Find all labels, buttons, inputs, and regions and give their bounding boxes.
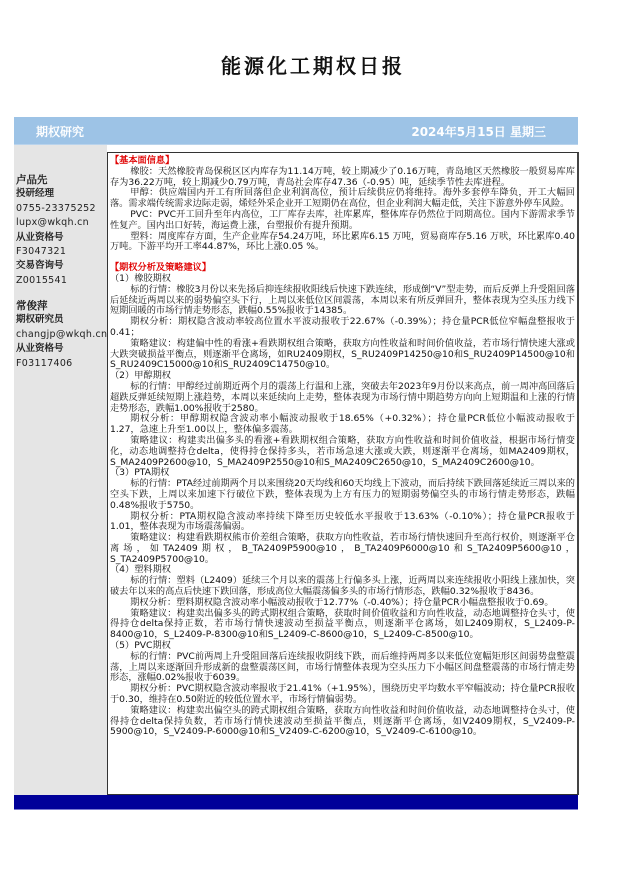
analysis-text: 期权分析：PVC期权隐含波动率报收于21.41%（+1.95%），围绕历史平均数水平窄幅波动；持仓量PCR报收于0.30，维持在0.50附近的较低位置水平，市场行情偏弱势。 [110, 683, 575, 706]
analyst-name: 卢品先 [16, 174, 48, 186]
analyst-email[interactable]: lupx@wkqh.cn [16, 217, 89, 229]
report-title: 能源化工期权日报 [221, 54, 405, 78]
analyst-title: 投研经理 [16, 188, 55, 200]
market-text: 标的行情：PVC前两周上升受阻回落后连续报收阴线下跌，而后维持两周多以来低位宽幅矩形区间弱势盘整震荡，上周以来逐渐回升形成新的盘整震荡区间，市场行情整体表现为空头压力下小幅区间盘整震荡的市场行情走势形态，涨幅0.02%报收于6039。 [110, 650, 575, 684]
license-number: F3047321 [16, 246, 67, 258]
advice-text: 策略建议：构建卖出偏多头的看涨+看跌期权组合策略，获取方向性收益和时间价值收益，根据市场行情变化，动态地调整持仓delta，使得持仓保持多头，若市场急速大涨或大跌，则逐渐平仓离场，如MA2409期权，S_MA2409P2600@10，S_MA2409P2550@10和S_MA2409C2650@10，S_MA2409C2600@10。 [110, 434, 575, 468]
fundamentals-methanol: 甲醇：供应端国内开工有所回落但企业利润高位，预计后续供应仍将维持。海外多套停车降负，开工大幅回落。需求端传统需求边际走弱，烯烃外采企业开工短期仍在高位，但企业利润大幅走低，关注下游意外停车风险。 [110, 187, 575, 210]
report-date: 2024年5月15日 星期三 [411, 125, 546, 139]
section-title-rubber: （1）橡胶期权 [110, 272, 171, 284]
analyst-phone: 0755-23375252 [16, 202, 96, 214]
analyst-sidebar [14, 145, 107, 795]
market-text: 标的行情：塑料（L2409）延续三个月以来的震荡上行偏多头上涨，近两周以来连续报收小阳线上涨加快，突破去年以来的高点后快速下跌回落，形成高位大幅震荡偏多头的市场行情形态，跌幅0.32%报收于8436。 [110, 575, 575, 598]
consult-number: Z0015541 [16, 274, 68, 286]
analysis-text: 期权分析：PTA期权隐含波动率持续下降至历史较低水平报收于13.63%（-0.10%）；持仓量PCR报收于1.01，整体表现为市场震荡偏弱。 [110, 510, 575, 533]
analysis-text: 期权分析：期权隐含波动率较高位置水平波动报收于22.67%（-0.39%）；持仓量PCR低位窄幅盘整报收于0.41； [110, 316, 575, 338]
fundamentals-pvc: PVC：PVC开工回升至年内高位，工厂库存去库，社库累库，整体库存仍然位于同期高位。国内下游需求季节性复产。国内出口好转，海运费上涨，台塑报价有提升预期。 [110, 208, 575, 231]
analysis-text: 期权分析：塑料期权隐含波动率小幅波动报收于12.77%（-0.40%）；持仓量PCR小幅盘整报收于0.69。 [130, 596, 554, 608]
analyst-card [16, 299, 107, 371]
advice-text: 策略建议：构建卖出偏多头的跨式期权组合策略，获取时间价值收益和方向性收益，动态地调整持仓头寸，使得持仓delta保持正数，若市场行情快速波动至损益平衡点，则逐渐平仓离场，如L2409期权，S_L2409-P-8400@10，S_L2409-P-8300@10和S_L2409-C-8600@10，S_L2409-C-8500@10。 [110, 607, 575, 641]
analyst-email[interactable]: changjp@wkqh.cn [16, 328, 108, 340]
report-body [107, 152, 579, 795]
section-title-pta: （3）PTA期权 [110, 467, 170, 479]
analyst-title: 期权研究员 [16, 314, 64, 326]
section-label: 期权研究 [36, 125, 85, 139]
advice-text: 策略建议：构建卖出偏空头的跨式期权组合策略，获取方向性收益和时间价值收益，动态地调整持仓头寸，使得持仓delta保持负数，若市场行情快速波动至损益平衡点，则逐渐平仓离场，如V2409期权，S_V2409-P-5900@10，S_V2409-P-6000@10和S_V2409-C-6200@10，S_V2409-C-6100@10。 [110, 704, 575, 738]
advice-text: 策略建议：构建看跌期权熊市价差组合策略，获取方向性收益，若市场行情快速回升至高行权价，则逐渐平仓离场，如TA2409期权，B_TA2409P5900@10，B_TA2409P6000@10和S_TA2409P5600@10，S_TA2409P5700@10。 [110, 532, 575, 565]
market-text: 标的行情：甲醇经过前期近两个月的震荡上行温和上涨，突破去年2023年9月份以来高点，前一周冲高回落后超跌反弹延续短期上涨趋势，本周以来延续向上走势，整体表现为市场行情中期趋势方向向上短期温和上涨的行情走势形态，跌幅1.00%报收于2580。 [110, 380, 575, 414]
section-title-plastic: （4）塑料期权 [110, 564, 171, 576]
section-title-methanol: （2）甲醇期权 [110, 370, 171, 382]
header-bar [14, 117, 578, 145]
advice-text: 策略建议：构建偏中性的看涨+看跌期权组合策略，获取方向性收益和时间价值收益，若市场行情快速大涨或大跌突破损益平衡点，则逐渐平仓离场，如RU2409期权，S_RU2409P14250@10和S_RU2409P14500@10和S_RU2409C15000@10和S_RU2409C14750@10。 [110, 337, 575, 371]
license-number: F03117406 [16, 357, 73, 369]
license-label: 从业资格号 [16, 231, 64, 243]
market-text: 标的行情：橡胶3月份以来先扬后抑连续报收阳线后快速下跌连续，形成倒“V”型走势，而后反弹上升受阻回落后延续近两周以来的弱势偏空头下行，上周以来低位区间震荡，本周以来有所反弹回升，整体表现为空头压力线下短期回暖的市场行情走势形态，跌幅0.55%报收于14385。 [110, 283, 575, 317]
license-label: 从业资格号 [16, 343, 64, 355]
fundamentals-plastic: 塑料：周度库存方面，生产企业库存54.24万吨，环比累库6.15 万吨，贸易商库存5.16 万吠，环比累库0.40万吨。下游平均开工率44.87%，环比上涨0.05 %。 [110, 230, 575, 253]
strategy-heading: 【期权分析及策略建议】 [110, 262, 212, 274]
analyst-card [16, 173, 96, 288]
consult-label: 交易咨询号 [16, 260, 64, 272]
footer-bar [14, 795, 578, 810]
market-text: 标的行情：PTA经过前期两个月以来围绕20天均线和60天均线上下波动，而后持续下跌回落延续近三周以来的空头下跌，上周以来加速下行破位下跌，整体表现为上方有压力的短期弱势偏空头的市场行情走势形态，跌幅0.48%报收于5750。 [110, 478, 575, 511]
fundamentals-rubber: 橡胶：天然橡胶青岛保税区区内库存为11.14万吨，较上期减少了0.16万吨，青岛地区天然橡胶一般贸易库库存为36.22万吨，较上期减少0.79万吨，青岛社会库存47.36（-0.95）吨，延续季节性去库进程。 [110, 165, 575, 188]
fundamentals-heading: 【基本面信息】 [110, 155, 175, 166]
analysis-text: 期权分析：甲醇期权隐含波动率小幅波动报收于18.65%（+0.32%）；持仓量PCR低位小幅波动报收于1.27，急速上升至1.00以上，整体偏多震荡。 [110, 413, 575, 436]
section-title-pvc: （5）PVC期权 [110, 640, 171, 652]
analyst-name: 常俊萍 [16, 300, 48, 312]
